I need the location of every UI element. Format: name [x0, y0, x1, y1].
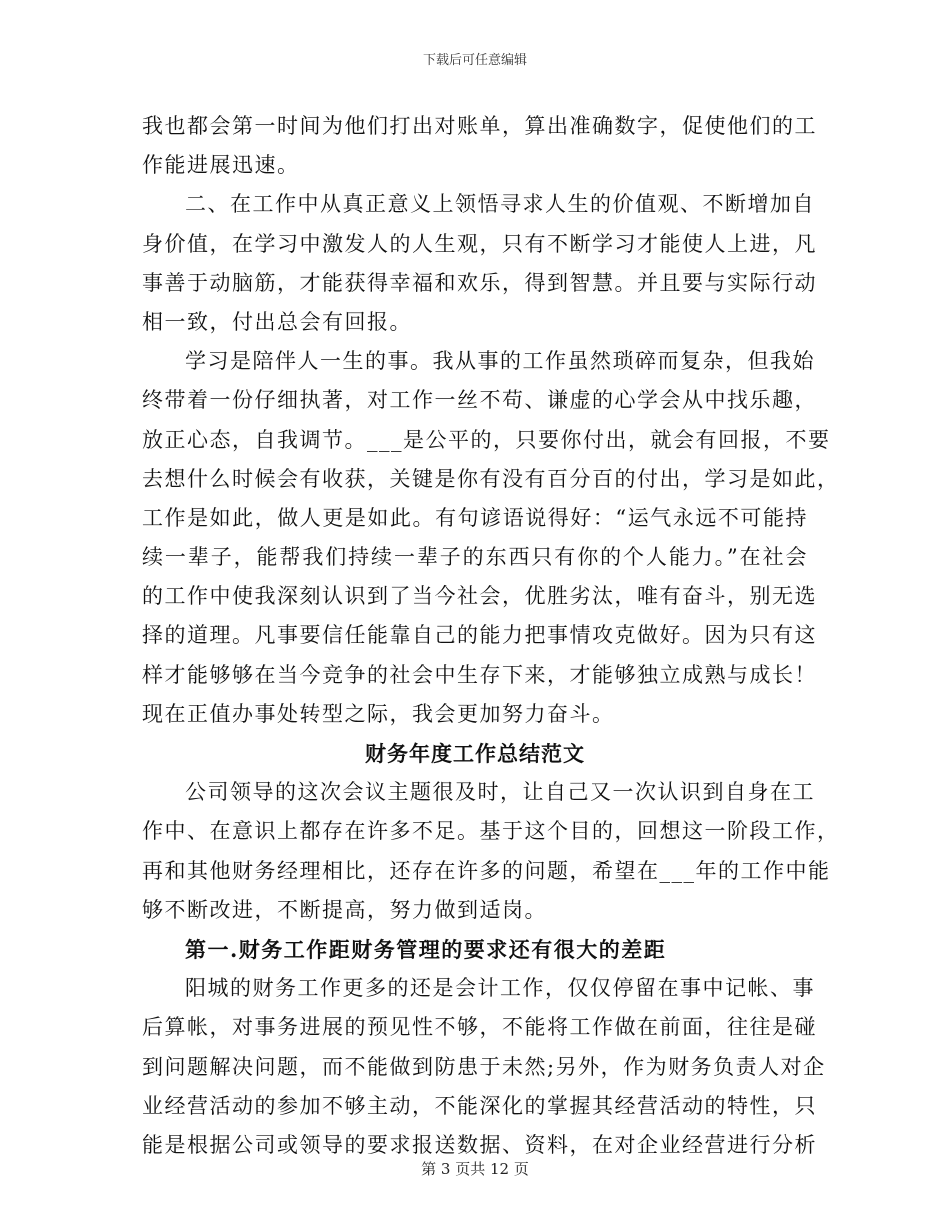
paragraph-line: 阳城的财务工作更多的还是会计工作，仅仅停留在事中记帐、事 [185, 976, 815, 1001]
paragraph-line: 业经营活动的参加不够主动，不能深化的掌握其经营活动的特性，只 [142, 1093, 817, 1118]
paragraph-line: 我也都会第一时间为他们打出对账单，算出准确数字，促使他们的工 [142, 114, 817, 138]
paragraph-line: 择的道理。凡事要信任能靠自己的能力把事情攻克做好。因为只有这 [142, 623, 817, 648]
paragraph-line: 到问题解决问题，而不能做到防患于未然;另外，作为财务负责人对企 [142, 1054, 826, 1079]
paragraph-line: 后算帐，对事务进展的预见性不够，不能将工作做在前面，往往是碰 [142, 1015, 817, 1040]
paragraph-line: 样才能够够在当今竞争的社会中生存下来，才能够独立成熟与成长！ [142, 662, 817, 687]
paragraph-line: 够不断改进，不断提高，努力做到适岗。 [142, 897, 547, 922]
page-footer: 第 3 页共 12 页 [421, 1160, 529, 1178]
page-header: 下载后可任意编辑 [422, 53, 527, 68]
paragraph-line: 工作是如此，做人更是如此。有句谚语说得好：“运气永远不可能持 [142, 505, 808, 530]
document-body [142, 107, 840, 1165]
paragraph-line: 公司领导的这次会议主题很及时，让自己又一次认识到自身在工 [185, 780, 815, 805]
paragraph-line: 终带着一份仔细执著，对工作一丝不苟、谦虚的心学会从中找乐趣， [142, 388, 817, 413]
paragraph-line: 学习是陪伴人一生的事。我从事的工作虽然琐碎而复杂，但我始 [185, 349, 815, 374]
paragraph-line: 再和其他财务经理相比，还存在许多的问题，希望在___年的工作中能 [142, 858, 831, 883]
paragraph-line: 作能进展迅速。 [142, 153, 300, 178]
paragraph-line: 的工作中使我深刻认识到了当今社会，优胜劣汰，唯有奋斗，别无选 [142, 584, 817, 609]
paragraph-line: 作中、在意识上都存在许多不足。基于这个目的，回想这一阶段工作， [142, 819, 840, 844]
paragraph-line: 二、在工作中从真正意义上领悟寻求人生的价值观、不断增加自 [185, 192, 815, 217]
paragraph-line: 相一致，付出总会有回报。 [142, 309, 412, 334]
paragraph-line: 去想什么时候会有收获，关键是你有没有百分百的付出，学习是如此， [142, 466, 840, 491]
paragraph-line: 事善于动脑筋，才能获得幸福和欢乐，得到智慧。并且要与实际行动 [142, 270, 817, 295]
paragraph-line: 放正心态，自我调节。___是公平的，只要你付出，就会有回报，不要 [142, 427, 831, 452]
paragraph-line: 续一辈子，能帮我们持续一辈子的东西只有你的个人能力。”在社会 [142, 545, 808, 570]
section-title: 财务年度工作总结范文 [365, 741, 585, 766]
subsection-heading: 第一.财务工作距财务管理的要求还有很大的差距 [185, 936, 667, 962]
paragraph-line: 能是根据公司或领导的要求报送数据、资料，在对企业经营进行分析 [142, 1132, 817, 1157]
paragraph-line: 身价值，在学习中激发人的人生观，只有不断学习才能使人上进，凡 [142, 231, 817, 256]
paragraph-line: 现在正值办事处转型之际，我会更加努力奋斗。 [142, 701, 615, 726]
